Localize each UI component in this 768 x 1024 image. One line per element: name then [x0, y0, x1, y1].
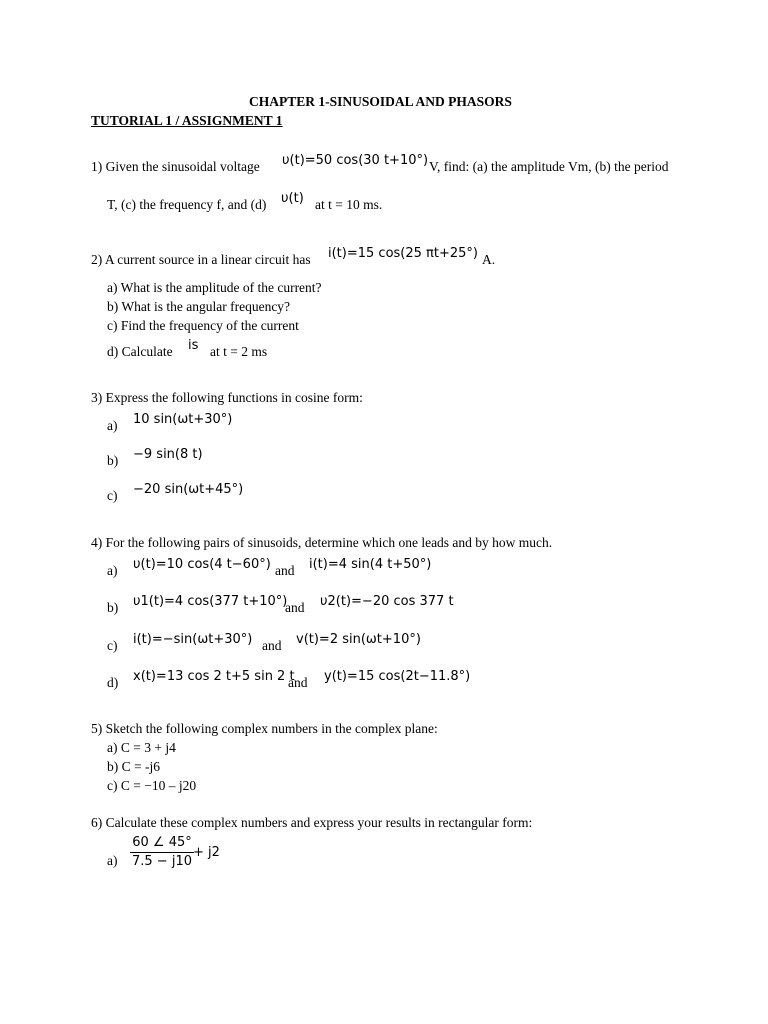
q4-b-and: and [285, 600, 305, 615]
q3-c-expr: −20 sin(ωt+45°) [133, 482, 244, 497]
q1-line2-prefix: T, (c) the frequency f, and (d) [107, 197, 267, 212]
q6-a-label: a) [107, 853, 118, 868]
q5-b: b) C = -j6 [107, 759, 160, 774]
q2-d-suffix: at t = 2 ms [210, 344, 268, 359]
q6-a-tail: + j2 [193, 845, 220, 860]
q4-c-and: and [262, 638, 282, 653]
q2-d-expr: is [188, 338, 199, 353]
q2-suffix: A. [482, 252, 496, 267]
q4-a-right: i(t)=4 sin(4 t+50°) [309, 557, 432, 572]
q4-b-left: υ1(t)=4 cos(377 t+10°) [133, 594, 288, 609]
q4-c-right: v(t)=2 sin(ωt+10°) [296, 632, 421, 647]
q6-heading: 6) Calculate these complex numbers and express your results in rectangular form: [91, 815, 533, 830]
q3-heading: 3) Express the following functions in cosine form: [91, 390, 363, 405]
q1-expr2: υ(t) [281, 191, 304, 206]
q4-heading: 4) For the following pairs of sinusoids, determine which one leads and by how much. [91, 535, 553, 550]
q4-d-label: d) [107, 675, 119, 690]
chapter-title: CHAPTER 1-SINUSOIDAL AND PHASORS [249, 94, 512, 109]
q3-a-label: a) [107, 418, 118, 433]
q4-d-right: y(t)=15 cos(2t−11.8°) [324, 669, 471, 684]
q1-voltage-expr: υ(t)=50 cos(30 t+10°) [282, 153, 429, 168]
q4-c-label: c) [107, 638, 118, 653]
q4-b-right: υ2(t)=−20 cos 377 t [320, 594, 454, 609]
q2-current-expr: i(t)=15 cos(25 πt+25°) [328, 246, 478, 261]
q2-b: b) What is the angular frequency? [107, 299, 291, 314]
q6-a-fraction [130, 835, 194, 870]
q1-prefix: 1) Given the sinusoidal voltage [91, 159, 260, 174]
q1-line2-suffix: at t = 10 ms. [315, 197, 383, 212]
q4-c-left: i(t)=−sin(ωt+30°) [133, 632, 253, 647]
q2-prefix: 2) A current source in a linear circuit has [91, 252, 311, 267]
tutorial-title: TUTORIAL 1 / ASSIGNMENT 1 [91, 113, 283, 128]
q2-c: c) Find the frequency of the current [107, 318, 299, 333]
q2-a: a) What is the amplitude of the current? [107, 280, 322, 295]
q5-c: c) C = −10 – j20 [107, 778, 197, 793]
q1-suffix: V, find: (a) the amplitude Vm, (b) the period [429, 159, 669, 174]
q3-b-label: b) [107, 453, 119, 468]
q4-a-label: a) [107, 563, 118, 578]
q4-d-and: and [288, 675, 308, 690]
q5-heading: 5) Sketch the following complex numbers in the complex plane: [91, 721, 438, 736]
fraction-bar [130, 852, 194, 853]
q4-b-label: b) [107, 600, 119, 615]
q3-a-expr: 10 sin(ωt+30°) [133, 412, 233, 427]
q2-d-prefix: d) Calculate [107, 344, 173, 359]
q3-b-expr: −9 sin(8 t) [133, 447, 203, 462]
q4-a-left: υ(t)=10 cos(4 t−60°) [133, 557, 271, 572]
q5-a: a) C = 3 + j4 [107, 740, 176, 755]
q6-a-denominator: 7.5 − j10 [132, 854, 192, 869]
q4-a-and: and [275, 563, 295, 578]
q3-c-label: c) [107, 488, 118, 503]
q6-a-numerator: 60 ∠ 45° [132, 835, 192, 850]
q4-d-left: x(t)=13 cos 2 t+5 sin 2 t [133, 669, 295, 684]
